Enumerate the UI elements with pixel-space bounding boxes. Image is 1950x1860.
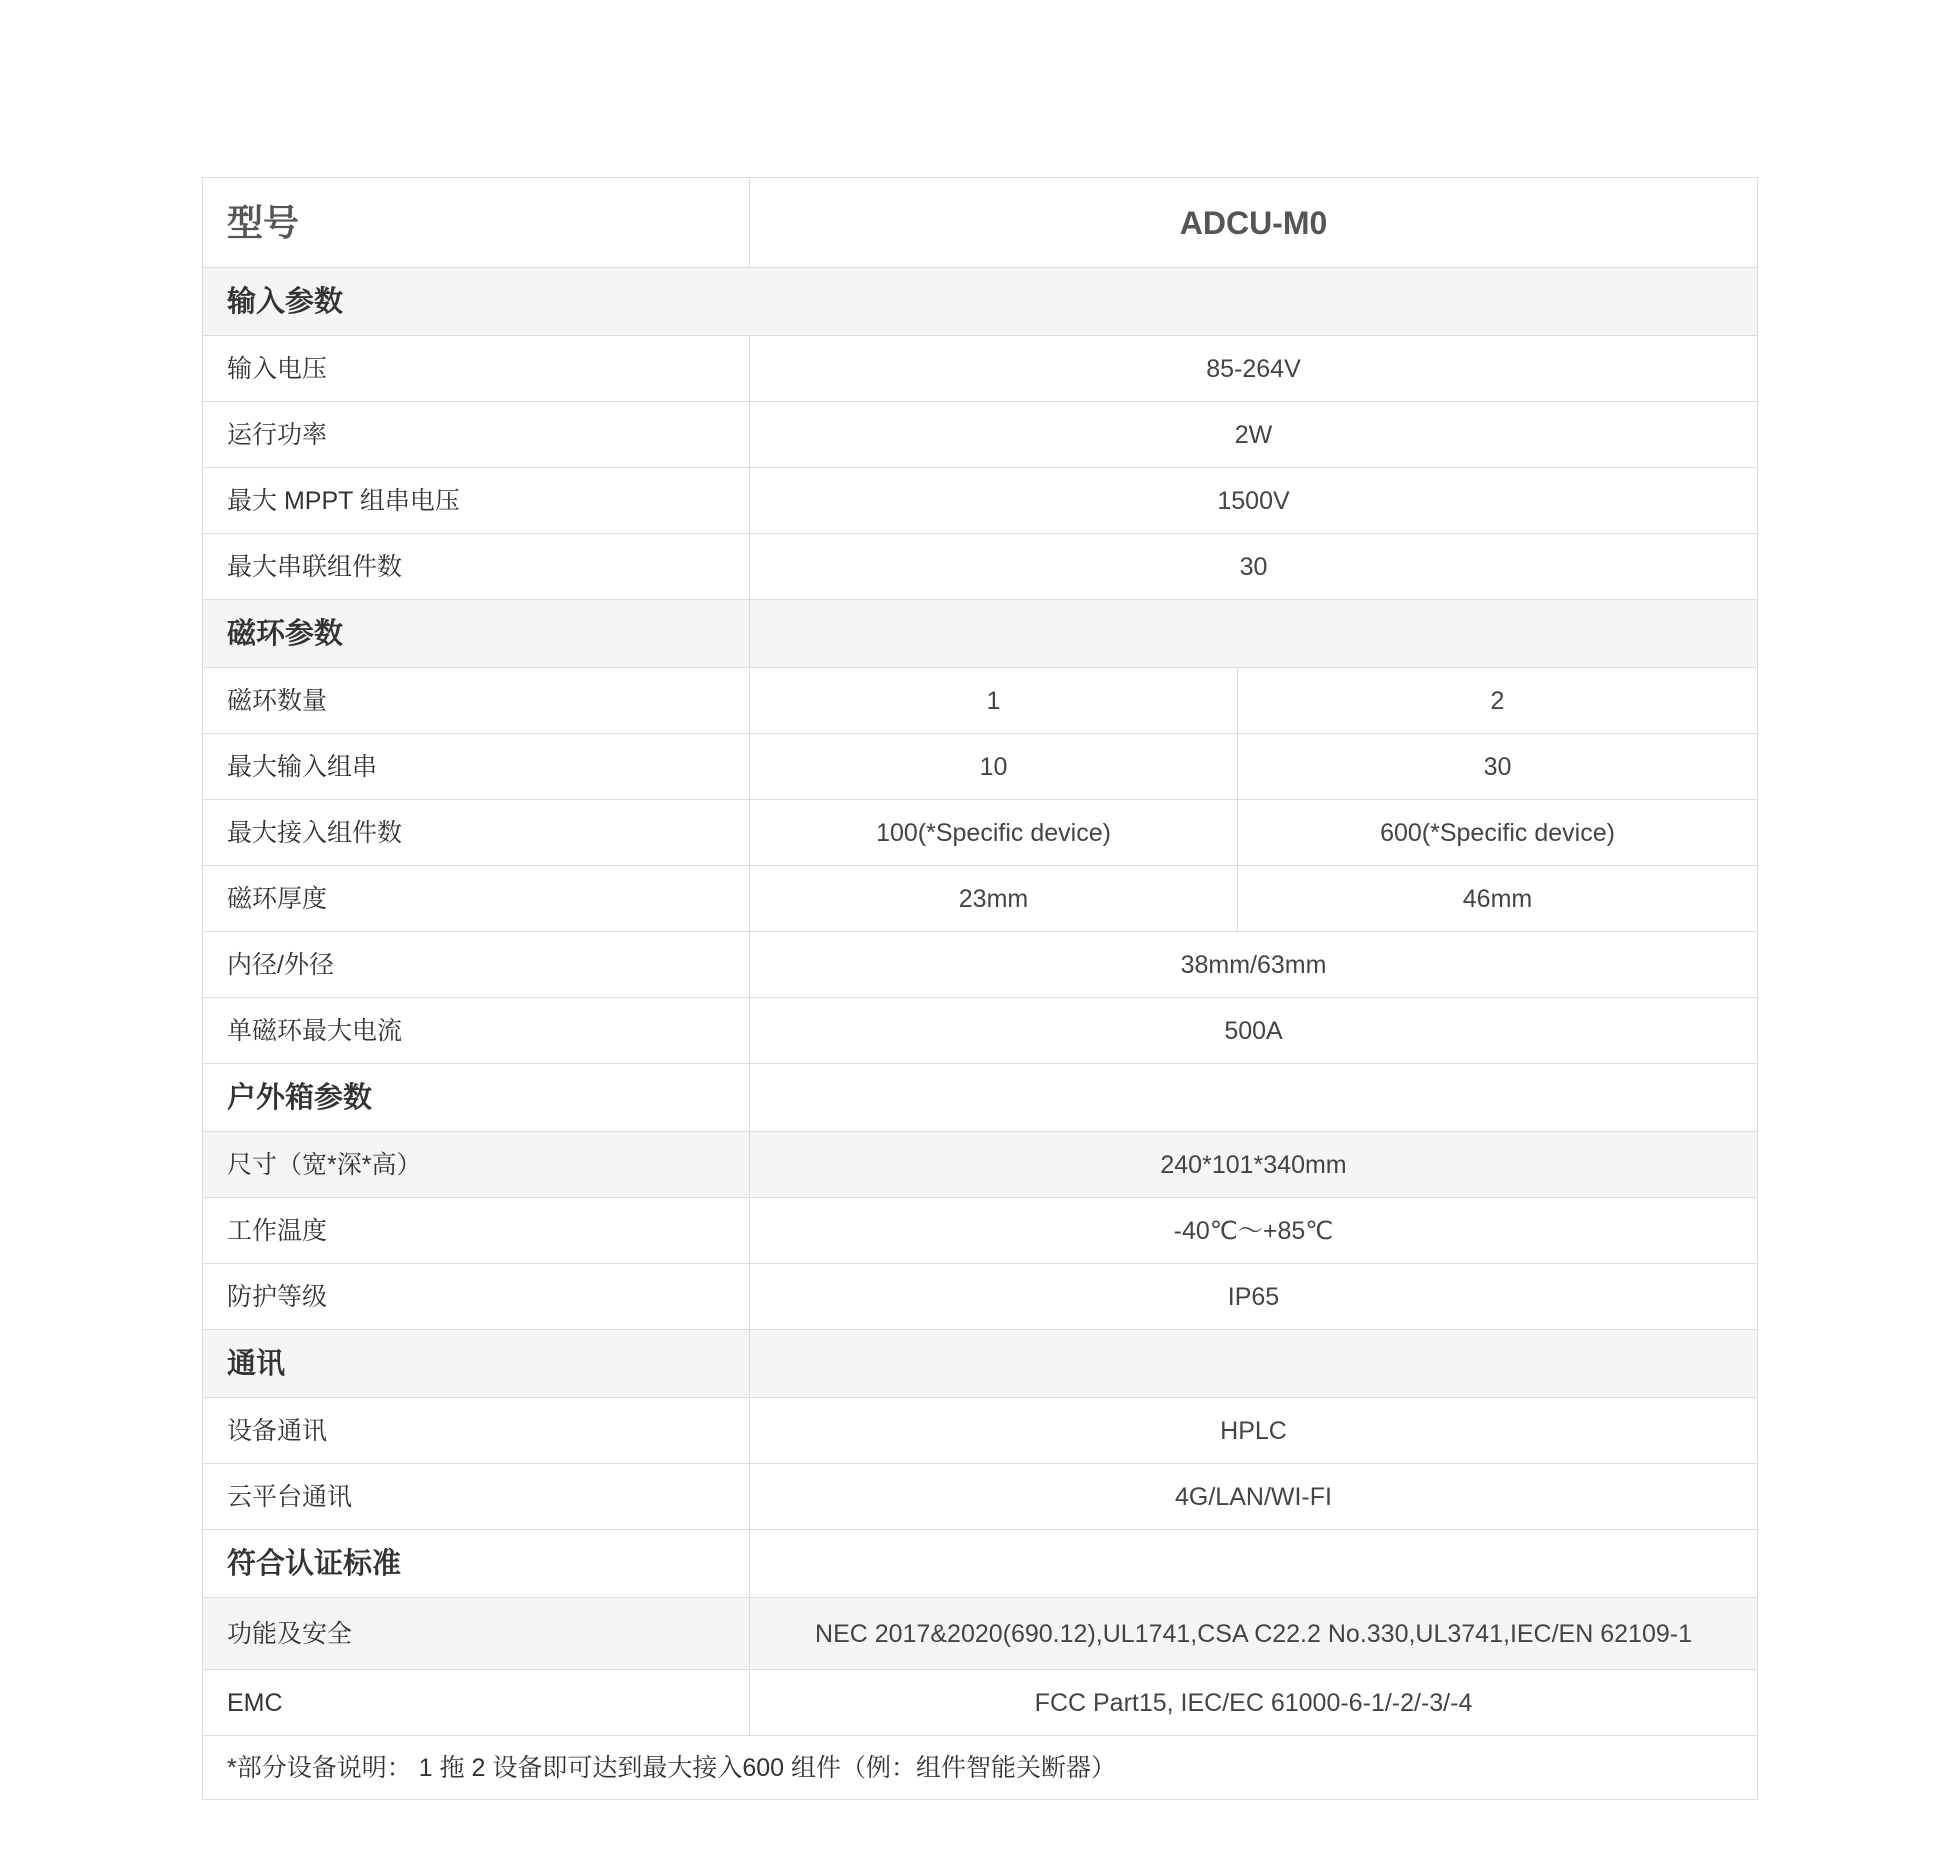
spec-row-input-voltage [203, 336, 1758, 402]
row-label: 运行功率 [203, 402, 750, 468]
section-title-box: 户外箱参数 [203, 1064, 750, 1132]
row-value-1: 23mm [750, 866, 1238, 932]
row-value-1: 10 [750, 734, 1238, 800]
row-label: 最大 MPPT 组串电压 [203, 468, 750, 534]
spec-row-protection-rating [203, 1264, 1758, 1330]
row-label: 最大输入组串 [203, 734, 750, 800]
footnote: *部分设备说明： 1 拖 2 设备即可达到最大接入600 组件（例：组件智能关断器） [203, 1736, 1758, 1800]
spec-row-operating-power [203, 402, 1758, 468]
row-label: 输入电压 [203, 336, 750, 402]
row-value: 2W [750, 402, 1758, 468]
spec-row-emc [203, 1670, 1758, 1736]
row-label: 尺寸（宽*深*高） [203, 1132, 750, 1198]
row-value: HPLC [750, 1398, 1758, 1464]
section-spacer [750, 1530, 1758, 1598]
row-value: NEC 2017&2020(690.12),UL1741,CSA C22.2 No.330,UL3741,IEC/EN 62109-1 [750, 1598, 1758, 1670]
spec-row-ring-thickness [203, 866, 1758, 932]
row-value: 4G/LAN/WI-FI [750, 1464, 1758, 1530]
spec-row-inner-outer-diameter [203, 932, 1758, 998]
spec-row-max-series-modules [203, 534, 1758, 600]
row-label: 工作温度 [203, 1198, 750, 1264]
spec-row-cloud-comm [203, 1464, 1758, 1530]
row-value: 500A [750, 998, 1758, 1064]
section-spacer [750, 1064, 1758, 1132]
row-value: 38mm/63mm [750, 932, 1758, 998]
section-title-cert: 符合认证标准 [203, 1530, 750, 1598]
row-value: -40℃～+85℃ [750, 1198, 1758, 1264]
row-label: EMC [203, 1670, 750, 1736]
section-title-comm: 通讯 [203, 1330, 750, 1398]
row-value: 1500V [750, 468, 1758, 534]
section-ring [203, 600, 1758, 668]
section-title-ring: 磁环参数 [203, 600, 750, 668]
spec-row-max-mppt-voltage [203, 468, 1758, 534]
row-label: 单磁环最大电流 [203, 998, 750, 1064]
spec-row-function-safety [203, 1598, 1758, 1670]
row-value-1: 100(*Specific device) [750, 800, 1238, 866]
row-value-2: 46mm [1238, 866, 1758, 932]
row-value: 240*101*340mm [750, 1132, 1758, 1198]
section-title-input: 输入参数 [203, 268, 1758, 336]
spec-row-max-current [203, 998, 1758, 1064]
section-spacer [750, 600, 1758, 668]
model-row [203, 178, 1758, 268]
section-box [203, 1064, 1758, 1132]
row-value-1: 1 [750, 668, 1238, 734]
row-value-2: 600(*Specific device) [1238, 800, 1758, 866]
row-label: 云平台通讯 [203, 1464, 750, 1530]
row-label: 磁环厚度 [203, 866, 750, 932]
row-label: 设备通讯 [203, 1398, 750, 1464]
row-label: 磁环数量 [203, 668, 750, 734]
row-label: 防护等级 [203, 1264, 750, 1330]
model-label: 型号 [203, 178, 750, 268]
row-value: 85-264V [750, 336, 1758, 402]
spec-row-operating-temp [203, 1198, 1758, 1264]
model-value: ADCU-M0 [750, 178, 1758, 268]
row-label: 最大接入组件数 [203, 800, 750, 866]
section-spacer [750, 1330, 1758, 1398]
section-comm [203, 1330, 1758, 1398]
row-label: 功能及安全 [203, 1598, 750, 1670]
spec-row-dimensions [203, 1132, 1758, 1198]
row-value-2: 2 [1238, 668, 1758, 734]
section-cert [203, 1530, 1758, 1598]
spec-row-max-connected-modules [203, 800, 1758, 866]
row-label: 最大串联组件数 [203, 534, 750, 600]
spec-table [202, 177, 1758, 1800]
note-row [203, 1736, 1758, 1800]
row-value-2: 30 [1238, 734, 1758, 800]
row-value: FCC Part15, IEC/EC 61000-6-1/-2/-3/-4 [750, 1670, 1758, 1736]
spec-row-device-comm [203, 1398, 1758, 1464]
row-value: IP65 [750, 1264, 1758, 1330]
section-input [203, 268, 1758, 336]
row-value: 30 [750, 534, 1758, 600]
spec-row-ring-count [203, 668, 1758, 734]
row-label: 内径/外径 [203, 932, 750, 998]
spec-row-max-input-strings [203, 734, 1758, 800]
